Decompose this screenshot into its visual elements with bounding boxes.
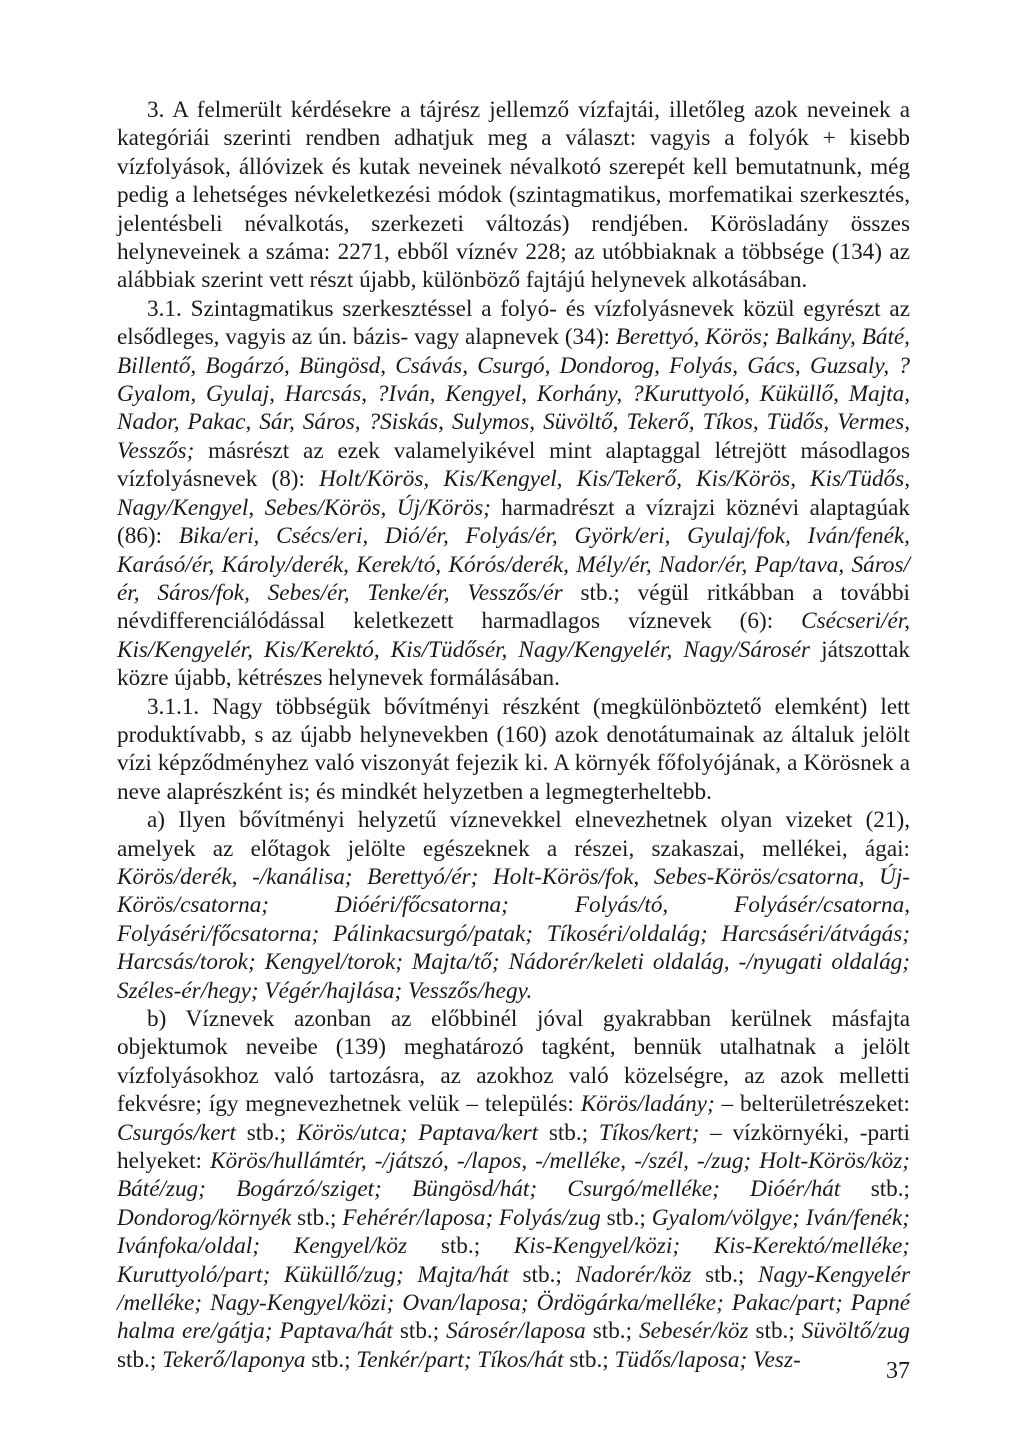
text-run: játszottak közre újabb, kétrészes helynevek formálásában.: [117, 636, 911, 692]
italic-name-run: Nagy-Kengyelér /melléke; Nagy-Kengyel/közi; Ovan/laposa; Ördögárka/melléke; Pakac/part; Papné halma ere/gátja; Paptava/hát: [117, 1261, 910, 1345]
italic-name-run: Holt/Körös, Kis/Kengyel, Kis/Tekerő, Kis/Körös, Kis/Tüdős, Nagy/Kengyel, Sebes/Körös, Új/Körös;: [117, 466, 910, 521]
italic-name-run: Bika/eri, Csécs/eri, Dió/ér, Folyás/ér, Györk/eri, Gyulaj/fok, Iván/fenék, Karásó/ér, Károly/derék, Kerek/tó, Kórós/derék, Mély/ér, Nador/ér, Pap/tava, Sáros/ér, Sáros/fok, Sebes/ér, Tenke/ér, Vesszős/ér: [117, 523, 910, 606]
italic-name-run: Tekerő/laponya: [162, 1346, 306, 1373]
italic-name-run: Körös/utca; Paptava/kert: [296, 1119, 539, 1146]
italic-name-run: Körös/derék, -/kanálisa; Berettyó/ér; Holt-Körös/fok, Sebes-Körös/csatorna, Új-Körös/csatorna; Dióéri/főcsatorna; Folyás/tó, Folyásér/csatorna, Folyáséri/főcsatorna; Pálinkacsurgó/patak; Tíkoséri/oldalág; Harcsáséri/átvágás; Harcsás/torok; Kengyel/torok; Majta/tő; Nádorér/keleti oldalág, -/nyugati oldalág; Széles-ér/hegy; Végér/hajlása; Vesszős/hegy.: [117, 863, 910, 1004]
italic-name-run: Sárosér/laposa: [446, 1318, 586, 1345]
italic-name-run: Gyalom/völgye; Iván/fenék; Ivánfoka/oldal; Kengyel/köz: [117, 1204, 910, 1260]
text-run: stb.;: [538, 1119, 599, 1146]
text-run: stb.;: [392, 1318, 447, 1345]
paragraph-section-3: [117, 96, 910, 295]
text-run: 3.1.1. Nagy többségük bővítményi részként (megkülönböztető elemként) lett produktívabb, s az újabb helynevekben (160) azok denotátumainak az általuk jelölt vízi képződményhez való viszonyát fejezik ki. A környék főfolyójának, a Körösnek a neve alaprészként is; és mindkét helyzetben a legmegterheltebb.: [117, 693, 910, 805]
text-run: stb.;: [291, 1204, 343, 1231]
text-run: stb.; végül ritkábban a további névdifferenciálódással keletkezett harmadlagos víznevek (6):: [117, 579, 910, 635]
text-run: 3. A felmerült kérdésekre a tájrész jellemző vízfajtái, illetőleg azok neveinek a kategóriái szerinti rendben adhatjuk meg a választ: vagyis a folyók + kisebb vízfolyások, állóvizek és kutak neveinek névalkotó szerepét kell bemutatnunk, még pedig a lehetséges névkeletkezési módok (szintagmatikus, morfematikai szerkesztés, jelentésbeli névalkotás, szerkezeti változás) rendjében. Körösladány összes helyneveinek a száma: 2271, ebből víznév 228; az utóbbiaknak a többsége (134) az alábbiak szerint vett részt újabb, különböző fajtájú helynevek alkotásában.: [117, 97, 910, 294]
text-run: stb.;: [748, 1318, 802, 1345]
text-run: stb.;: [508, 1261, 576, 1288]
italic-name-run: Körös/hullámtér, -/játszó, -/lapos, -/melléke, -/szél, -/zug; Holt-Körös/köz; Báté/zug; Bogárzó/sziget; Büngösd/hát; Csurgó/melléke; Dióér/hát: [117, 1148, 910, 1203]
italic-name-run: Tüdős/laposa; Vesz-: [614, 1346, 801, 1373]
paragraph-section-3-1: [117, 295, 910, 693]
italic-name-run: Dondorog/környék: [117, 1204, 292, 1231]
text-run: harmadrészt a vízrajzi köznévi alaptagúak (86):: [117, 494, 911, 550]
text-run: b) Víznevek azonban az előbbinél jóval gyakrabban kerülnek másfajta objektumok neveibe (139) meghatározó tagként, bennük utalhatnak a jelölt vízfolyásokhoz való tartozásra, az azokhoz való közelségre, az azok melletti fekvésre; így megnevezhetnek velük – település:: [117, 1006, 910, 1118]
text-run: stb.;: [117, 1346, 163, 1373]
text-run: stb.;: [407, 1233, 514, 1260]
italic-name-run: Nadorér/köz: [575, 1261, 692, 1288]
italic-name-run: Süvöltő/zug: [801, 1318, 910, 1345]
text-run: stb.;: [600, 1204, 652, 1231]
page-number: 37: [886, 1358, 910, 1384]
italic-name-run: Sebesér/köz: [639, 1318, 749, 1345]
text-run: másrészt az ezek valamelyikével mint alaptaggal létrejött másodlagos vízfolyásnevek (8):: [117, 437, 910, 493]
italic-name-run: Kis-Kengyel/közi; Kis-Kerektó/melléke; Kuruttyoló/part; Küküllő/zug; Majta/hát: [117, 1233, 910, 1288]
paragraph-point-a: [117, 806, 910, 1005]
italic-name-run: Berettyó, Körös; Balkány, Báté, Billentő, Bogárzó, Büngösd, Csávás, Csurgó, Dondorog, Folyás, Gács, Guzsaly, ?Gyalom, Gyulaj, Harcsás, ?Iván, Kengyel, Korhány, ?Kuruttyoló, Küküllő, Majta, Nador, Pakac, Sár, Sáros, ?Siskás, Sulymos, Süvöltő, Tekerő, Tíkos, Tüdős, Vermes, Vesszős;: [117, 324, 910, 464]
text-run: stb.;: [305, 1346, 357, 1373]
text-run: – vízkörnyéki, -parti helyeket:: [117, 1119, 910, 1175]
text-run: stb.;: [235, 1119, 297, 1146]
italic-name-run: Csurgós/kert: [117, 1119, 236, 1146]
italic-name-run: Csécseri/ér, Kis/Kengyelér, Kis/Kerektó, Kis/Tüdősér, Nagy/Kengyelér, Nagy/Sárosér: [117, 608, 910, 663]
italic-name-run: Körös/ladány;: [580, 1091, 715, 1118]
italic-name-run: Tíkos/kert;: [598, 1119, 700, 1146]
italic-name-run: Tenkér/part; Tíkos/hát: [356, 1346, 564, 1373]
text-run: stb.;: [840, 1176, 910, 1203]
text-run: – belterületrészeket:: [714, 1091, 911, 1118]
text-run: 3.1. Szintagmatikus szerkesztéssel a folyó- és vízfolyásnevek közül egyrészt az elsődleges, vagyis az ún. bázis- vagy alapnevek (34):: [117, 295, 910, 351]
text-run: stb.;: [563, 1346, 615, 1373]
paragraph-section-3-1-1: [117, 693, 910, 807]
text-run: a) Ilyen bővítményi helyzetű víznevekkel elnevezhetnek olyan vizeket (21), amelyek az előtagok jelölte egészeknek a részei, szakaszai, mellékei, ágai:: [117, 807, 910, 862]
paragraph-point-b: [117, 1005, 910, 1374]
text-run: stb.;: [691, 1261, 759, 1288]
page-body: [117, 96, 910, 1374]
text-run: stb.;: [585, 1318, 640, 1345]
italic-name-run: Fehérér/laposa; Folyás/zug: [342, 1204, 601, 1231]
